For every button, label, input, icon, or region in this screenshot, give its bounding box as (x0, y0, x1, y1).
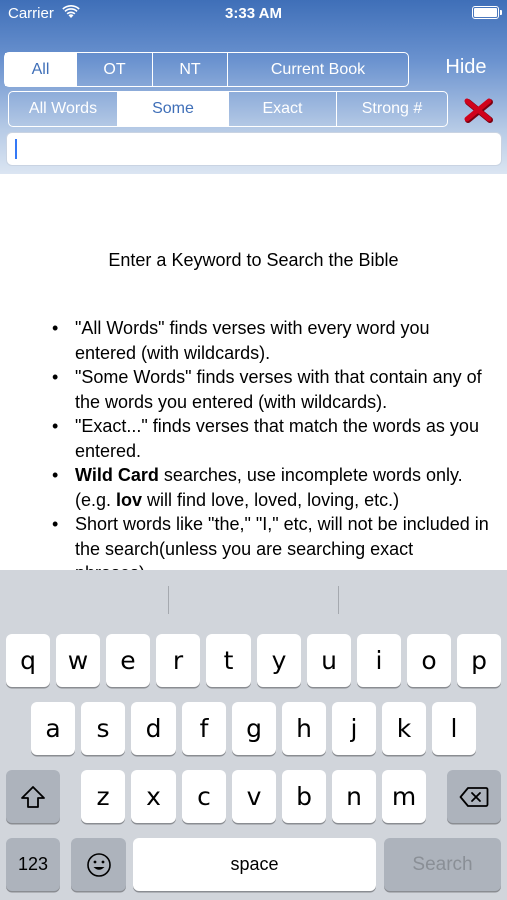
battery-icon (472, 6, 499, 19)
keyboard (0, 570, 507, 900)
key-a[interactable]: a (31, 702, 75, 755)
search-key[interactable]: Search (384, 838, 501, 891)
predictive-divider (168, 586, 169, 614)
key-j[interactable]: j (332, 702, 376, 755)
tab-some[interactable]: Some (118, 92, 229, 126)
key-b[interactable]: b (282, 770, 326, 823)
key-l[interactable]: l (432, 702, 476, 755)
list-item: • "Some Words" finds verses with that contain any of the words you entered (with wildcards). (52, 365, 492, 414)
carrier-label: Carrier (8, 5, 54, 22)
predictive-bar (0, 570, 507, 626)
backspace-icon (459, 786, 489, 808)
clock: 3:33 AM (225, 5, 282, 22)
search-input[interactable] (6, 132, 502, 166)
key-k[interactable]: k (382, 702, 426, 755)
hide-button[interactable]: Hide (445, 56, 487, 78)
list-item: • "Exact..." finds verses that match the words as you entered. (52, 414, 492, 463)
key-i[interactable]: i (357, 634, 401, 687)
example-bold-term: lov (116, 489, 143, 510)
key-p[interactable]: p (457, 634, 501, 687)
key-q[interactable]: q (6, 634, 50, 687)
key-g[interactable]: g (232, 702, 276, 755)
space-key[interactable]: space (133, 838, 376, 891)
list-item: • Short words like "the," "I," etc, will not be included in the search(unless you are searching exact (52, 512, 492, 586)
text-cursor (15, 139, 17, 159)
shift-key[interactable] (6, 770, 60, 823)
numbers-key[interactable]: 123 (6, 838, 60, 891)
search-header (0, 0, 507, 174)
emoji-icon (86, 852, 112, 878)
key-u[interactable]: u (307, 634, 351, 687)
tab-strong-number[interactable]: Strong # (361, 100, 423, 117)
wildcard-bold-term: Wild Card (75, 465, 159, 485)
tab-all-words[interactable]: All Words (9, 92, 118, 126)
help-heading: Enter a Keyword to Search the Bible (108, 250, 399, 270)
tab-nt[interactable]: NT (153, 53, 228, 86)
scope-segmented-control (4, 52, 409, 87)
key-f[interactable]: f (182, 702, 226, 755)
key-z[interactable]: z (81, 770, 125, 823)
key-v[interactable]: v (232, 770, 276, 823)
key-c[interactable]: c (182, 770, 226, 823)
list-item: • "All Words" finds verses with every word you entered (with wildcards). (52, 316, 492, 365)
key-s[interactable]: s (81, 702, 125, 755)
key-h[interactable]: h (282, 702, 326, 755)
mode-segmented-control (8, 91, 448, 127)
shift-icon (20, 785, 46, 809)
tab-exact[interactable]: Exact (229, 92, 337, 126)
key-m[interactable]: m (382, 770, 426, 823)
status-bar (0, 0, 507, 28)
help-content (0, 174, 507, 570)
tab-current-book[interactable]: Current Book (270, 60, 366, 78)
key-n[interactable]: n (332, 770, 376, 823)
help-list (52, 316, 492, 586)
key-o[interactable]: o (407, 634, 451, 687)
key-w[interactable]: w (56, 634, 100, 687)
key-e[interactable]: e (106, 634, 150, 687)
tab-ot[interactable]: OT (77, 53, 153, 86)
key-y[interactable]: y (257, 634, 301, 687)
key-x[interactable]: x (131, 770, 176, 823)
emoji-key[interactable] (71, 838, 126, 891)
key-t[interactable]: t (206, 634, 251, 687)
clear-x-icon[interactable] (462, 96, 494, 124)
list-item: • Wild Card searches, use incomplete words only. (e.g. lov will find love, loved, loving, etc.) (52, 463, 492, 512)
tab-all[interactable]: All (5, 53, 77, 86)
predictive-divider (338, 586, 339, 614)
key-r[interactable]: r (156, 634, 200, 687)
delete-key[interactable] (447, 770, 501, 823)
key-d[interactable]: d (131, 702, 176, 755)
